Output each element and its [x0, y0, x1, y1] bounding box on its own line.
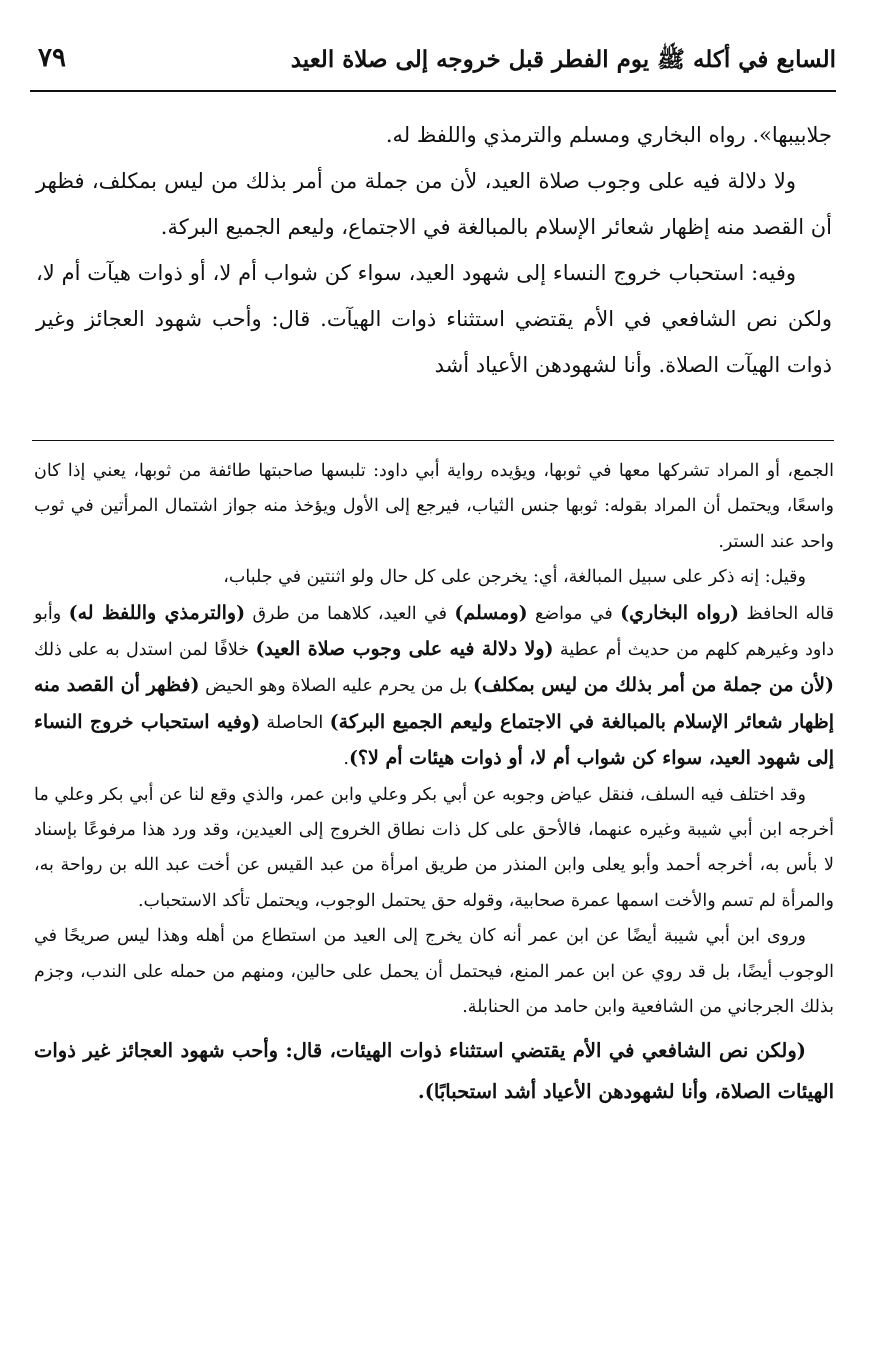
quoted-matn: (ولا دلالة فيه على وجوب صلاة العيد) [255, 638, 554, 661]
page-header [30, 38, 836, 88]
commentary-paragraph: وقيل: إنه ذكر على سبيل المبالغة، أي: يخرجن على كل حال ولو اثنتين في جلباب، [223, 567, 806, 588]
main-paragraph: ولا دلالة فيه على وجوب صلاة العيد، لأن من جملة من أمر بذلك من ليس بمكلف، فظهر أن القصد منه إظهار شعائر الإسلام بالمبالغة في الاجتماع، وليعم الجميع البركة. [36, 169, 832, 239]
quoted-matn: (فظهر أن القصد منه إظهار شعائر الإسلام بالمبالغة في الاجتماع وليعم الجميع البركة) [34, 674, 834, 733]
commentary-text-run: قاله الحافظ [739, 603, 834, 624]
page-number: ٧٩ [38, 43, 66, 73]
quoted-matn: (رواه البخاري) [620, 601, 740, 624]
main-paragraph: جلابيبها». رواه البخاري ومسلم والترمذي واللفظ له. [385, 123, 832, 147]
commentary-text-run: بل من يحرم عليه الصلاة وهو الحيض [199, 676, 473, 697]
footnote-rule [32, 440, 834, 441]
header-rule [30, 90, 836, 92]
commentary-paragraph [34, 596, 834, 778]
main-text [36, 112, 832, 388]
quoted-matn: (والترمذي واللفظ له) [68, 601, 246, 624]
commentary-text [34, 454, 834, 1112]
commentary-text-run: الحاصلة [260, 712, 330, 733]
commentary-text-run: في مواضع [527, 603, 621, 624]
commentary-text-run: خلافًا لمن استدل به على ذلك [34, 640, 256, 661]
commentary-text-run: وأبو داود وغيرهم كلهم من حديث أم عطية [34, 603, 834, 661]
commentary-text-run: في العيد، كلاهما من طرق [245, 603, 455, 624]
commentary-paragraph: وقد اختلف فيه السلف، فنقل عياض وجوبه عن أبي بكر وعلي وابن عمر، والذي وقع لنا عن أبي بكر وعلي ما أخرجه ابن أبي شيبة وغيره عنهما، فالأحق على كل ذات نطاق الخروج إلى العيدين، وقد ورد هذا مرفوعًا بإسناد لا بأس به، أخرجه أحمد وأبو يعلى وابن المنذر من طريق امرأة من عبد القيس عن أخت عبد الله بن رواحة به، والمرأة لم تسم والأخت اسمها عمرة صحابية، وقوله حق يحتمل الوجوب، ويحتمل تأكد الاستحباب. [34, 784, 834, 911]
running-title: السابع في أكله ﷺ يوم الفطر قبل خروجه إلى صلاة العيد [290, 46, 836, 73]
commentary-paragraph: الجمع، أو المراد تشركها معها في ثوبها، ويؤيده رواية أبي داود: تلبسها صاحبتها طائفة من ثوبها، يعني إذا كان واسعًا، ويحتمل أن المراد بقوله: ثوبها جنس الثياب، فيرجع إلى الأول ويؤخذ منه جواز اشتمال المرأتين في ثوب واحد عند الستر. [34, 461, 834, 552]
quoted-matn: (لأن من جملة من أمر بذلك من ليس بمكلف) [473, 674, 835, 697]
commentary-closing-quote: (ولكن نص الشافعي في الأم يقتضي استثناء ذوات الهيئات، قال: وأحب شهود العجائز غير ذوات الهيئات الصلاة، وأنا لشهودهن الأعياد أشد استحبابًا). [34, 1038, 834, 1103]
quoted-matn: (وفيه استحباب خروج النساء إلى شهود العيد، سواء كن شواب أم لا، أو ذوات هيئات أم لا؟) [34, 710, 834, 770]
quoted-matn: (ومسلم) [454, 601, 528, 624]
commentary-paragraph: وروى ابن أبي شيبة أيضًا عن ابن عمر أنه كان يخرج إلى العيد من استطاع من أهله وهذا ليس صريحًا في الوجوب أيضًا، بل قد روي عن ابن عمر المنع، فيحتمل أن يحمل على حالين، ومنهم من حمله على الندب، وجزم بذلك الجرجاني من الشافعية وابن حامد من الحنابلة. [34, 926, 834, 1018]
main-paragraph: وفيه: استحباب خروج النساء إلى شهود العيد، سواء كن شواب أم لا، أو ذوات هيآت أم لا، ولكن نص الشافعي في الأم يقتضي استثناء ذوات الهيآت. قال: وأحب شهود العجائز وغير ذوات الهيآت الصلاة. وأنا لشهودهن الأعياد أشد [36, 261, 832, 377]
commentary-text-run: . [343, 749, 349, 770]
